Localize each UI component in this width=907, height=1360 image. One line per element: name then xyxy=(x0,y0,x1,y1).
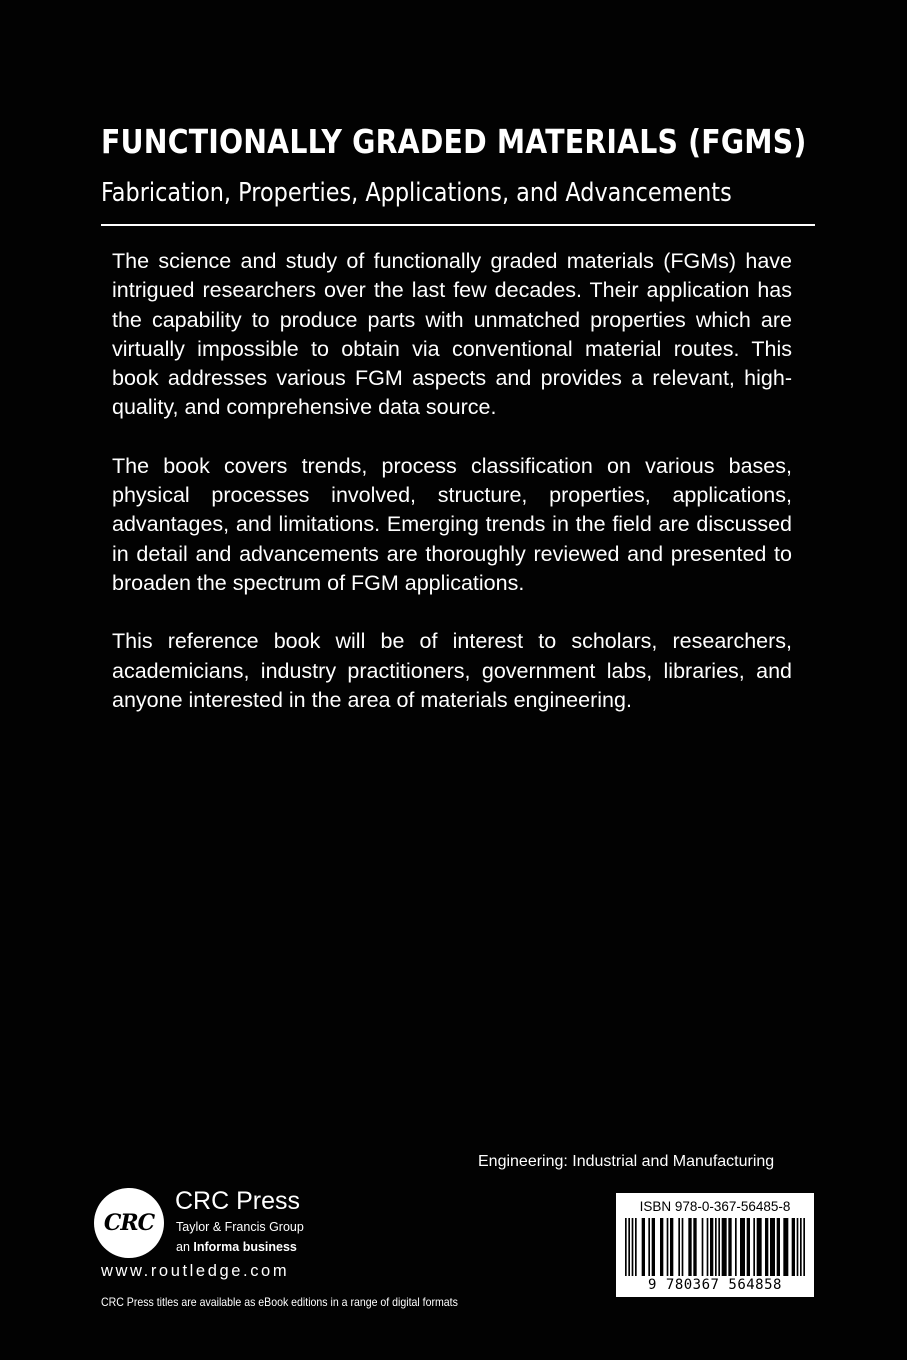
barcode-bar xyxy=(667,1218,669,1276)
publisher-parent-prefix: an xyxy=(176,1240,194,1254)
barcode-bar xyxy=(753,1218,755,1276)
barcode-bar xyxy=(722,1218,727,1276)
barcode-bar xyxy=(740,1218,745,1276)
description-paragraph-2: The book covers trends, process classification on various bases, physical processes involved, structure, properties, applications, advantages, and limitations. Emerging trends in the field are discussed in detail and advancements are thoroughly reviewed and presented to broaden the spectrum of FGM applications. xyxy=(112,453,792,595)
barcode-bar xyxy=(800,1218,802,1276)
barcode-bar xyxy=(792,1218,795,1276)
barcode-bar xyxy=(770,1218,775,1276)
crc-logo-text: CRC xyxy=(103,1210,155,1236)
barcode-bar xyxy=(648,1218,650,1276)
barcode-bar xyxy=(693,1218,696,1276)
barcode-bar xyxy=(797,1218,799,1276)
book-subtitle: Fabrication, Properties, Applications, and Advancements xyxy=(101,178,732,208)
publisher-name: CRC Press xyxy=(175,1187,301,1215)
subject-category: Engineering: Industrial and Manufacturing xyxy=(478,1153,775,1170)
barcode-bar xyxy=(718,1218,720,1276)
publisher-parent-name: Informa business xyxy=(193,1240,297,1254)
publisher-website: www.routledge.com xyxy=(101,1262,290,1280)
publisher-group: Taylor & Francis Group xyxy=(176,1220,304,1234)
publisher-parent xyxy=(176,1239,297,1255)
barcode-bar xyxy=(715,1218,717,1276)
barcode-bar xyxy=(735,1218,737,1276)
barcode-bar xyxy=(670,1218,673,1276)
barcode-bar xyxy=(747,1218,750,1276)
barcode-bar xyxy=(710,1218,713,1276)
crc-logo xyxy=(94,1188,164,1258)
barcode-bar xyxy=(765,1218,768,1276)
description-paragraph-3: This reference book will be of interest to scholars, researchers, academicians, industry practitioners, government labs, libraries, and anyone interested in the area of materials engineering. xyxy=(112,629,792,712)
barcode-bar xyxy=(777,1218,780,1276)
isbn-label: ISBN 978-0-367-56485-8 xyxy=(639,1199,791,1214)
barcode-bar xyxy=(642,1218,645,1276)
barcode-bar xyxy=(632,1218,634,1276)
barcode-digits: 9 780367 564858 xyxy=(648,1277,782,1293)
barcode-bar xyxy=(660,1218,663,1276)
barcode-bar xyxy=(682,1218,684,1276)
barcode-bar xyxy=(625,1218,627,1276)
description xyxy=(112,247,792,744)
barcode-bar xyxy=(702,1218,704,1276)
barcode-bars xyxy=(622,1218,808,1280)
title-divider xyxy=(101,224,815,226)
barcode-bar xyxy=(652,1218,655,1276)
ebook-note: CRC Press titles are available as eBook editions in a range of digital formats xyxy=(101,1295,458,1309)
book-title: FUNCTIONALLY GRADED MATERIALS (FGMS) xyxy=(101,122,807,161)
barcode-bar xyxy=(803,1218,805,1276)
isbn-barcode xyxy=(616,1193,814,1297)
barcode-bar xyxy=(783,1218,788,1276)
barcode-bar xyxy=(728,1218,731,1276)
barcode-bar xyxy=(688,1218,691,1276)
barcode-bar xyxy=(678,1218,680,1276)
barcode-bar xyxy=(628,1218,630,1276)
barcode-bar xyxy=(707,1218,709,1276)
description-paragraph-1: The science and study of functionally graded materials (FGMs) have intrigued researchers over the last few decades. Their application has the capability to produce parts with unmatched properties which are virtually impossible to obtain via conventional material routes. This book addresses various FGM aspects and provides a relevant, high-quality, and comprehensive data source. xyxy=(112,249,792,420)
barcode-bar xyxy=(635,1218,637,1276)
barcode-bar xyxy=(757,1218,762,1276)
